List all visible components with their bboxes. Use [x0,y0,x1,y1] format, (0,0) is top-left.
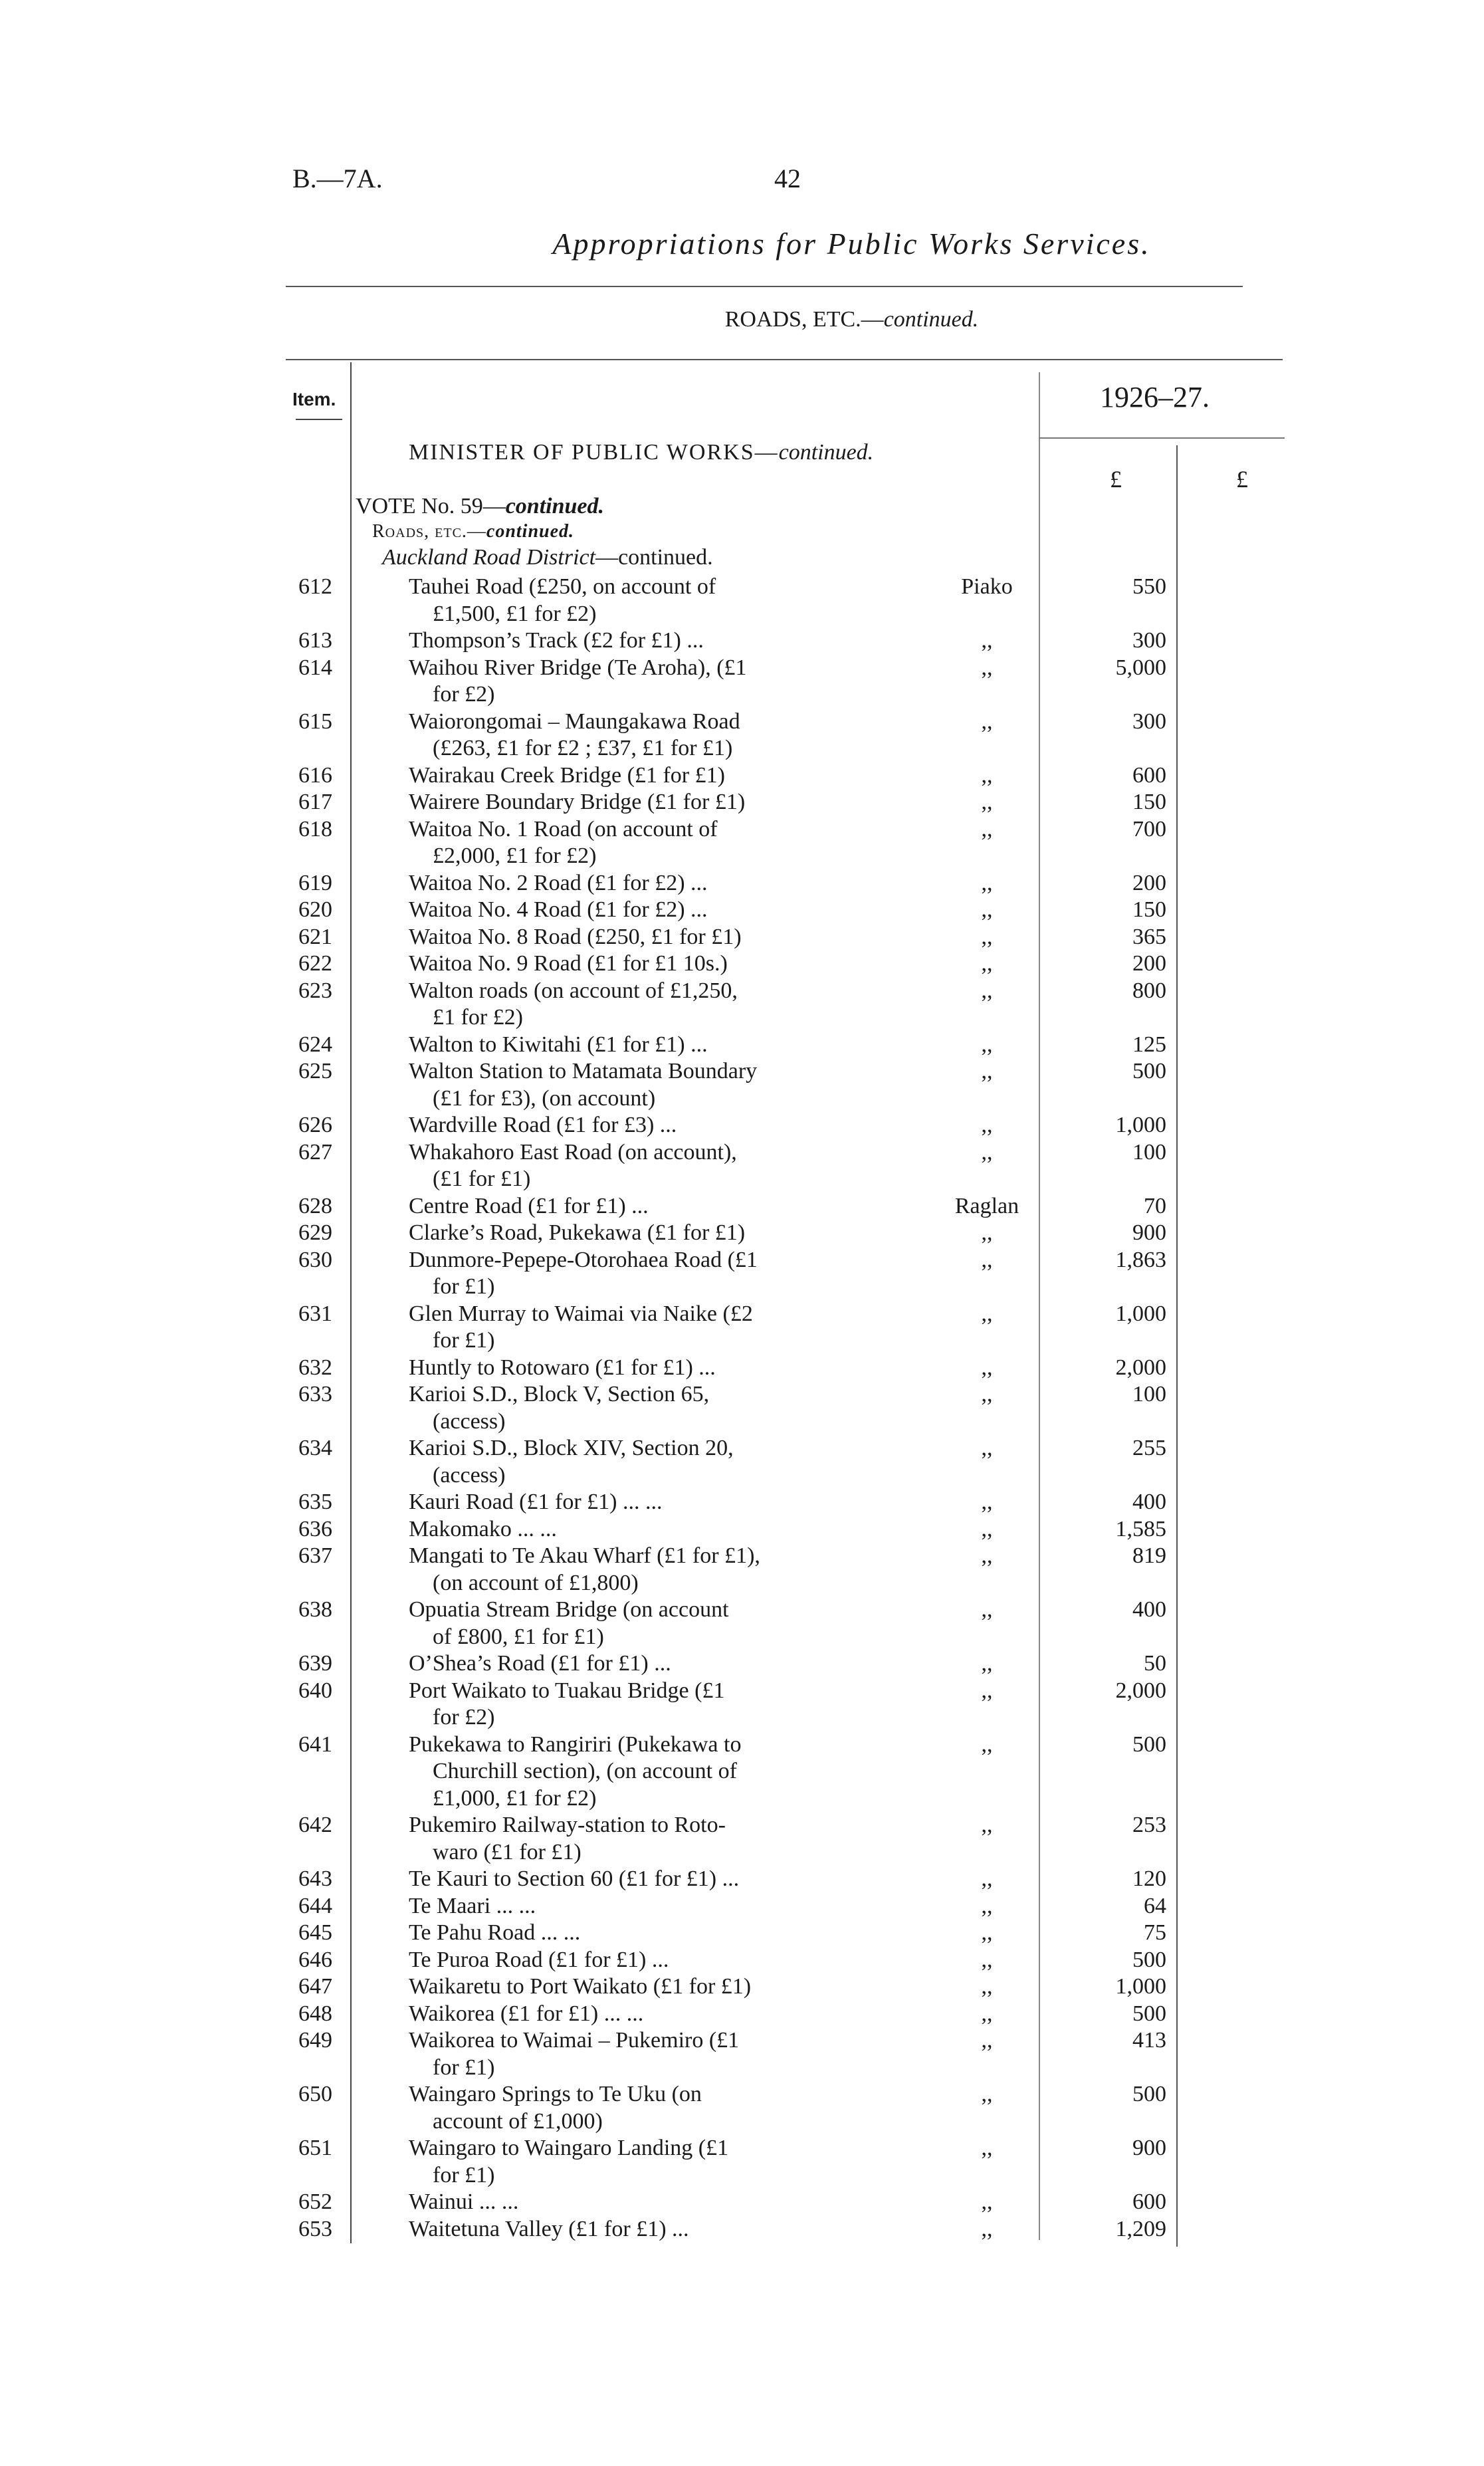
amount: 500 [1132,2082,1166,2106]
description-line: Karioi S.D., Block V, Section 65, [409,1382,710,1406]
description-line: Waitetuna Valley (£1 for £1) ... [409,2216,689,2241]
description-line: Wairakau Creek Bridge (£1 for £1) [409,762,725,788]
table-row [0,789,1484,816]
vote-continued: continued. [505,494,605,518]
electoral-district: ,, [981,1032,993,1057]
amount: 700 [1132,816,1166,841]
description-line: Walton Station to Matamata Boundary [409,1059,758,1083]
table-row [0,1597,1484,1650]
electoral-district: ,, [981,2136,993,2160]
description-line: for £2) [433,682,495,707]
item-description [409,1193,867,1220]
item-number: 621 [298,924,332,949]
description-line: account of £1,000) [433,2108,603,2134]
table-row [0,1678,1484,1732]
description-line: Waingaro to Waingaro Landing (£1 [409,2136,729,2160]
amount: 150 [1132,790,1166,814]
item-column-header: Item. [292,389,336,409]
amount: 300 [1132,628,1166,653]
item-description [409,1678,867,1732]
electoral-district: ,, [981,1543,993,1568]
item-description [409,1139,867,1193]
item-description [409,870,867,897]
description-line: £1,000, £1 for £2) [433,1785,597,1811]
description-line: £2,000, £1 for £2) [433,843,597,868]
table-row [0,655,1484,709]
description-line: Te Pahu Road ... ... [409,1920,581,1945]
electoral-district: ,, [981,897,993,922]
item-number: 620 [298,897,332,922]
item-number: 636 [298,1516,332,1541]
description-line: of £800, £1 for £1) [433,1624,604,1649]
table-row [0,1139,1484,1193]
description-line: Tauhei Road (£250, on account of [409,574,716,599]
electoral-district: ,, [981,1974,993,1999]
description-line: Te Kauri to Section 60 (£1 for £1) ... [409,1866,740,1891]
electoral-district: ,, [981,951,993,976]
table-row [0,2081,1484,2135]
amount: 365 [1132,924,1166,949]
electoral-district: ,, [981,1247,993,1272]
year-column-header: 1926–27. [1100,381,1210,413]
item-number: 630 [298,1247,332,1272]
table-row [0,1489,1484,1516]
amount: 400 [1132,1597,1166,1622]
item-description [409,951,867,978]
amount: 413 [1132,2028,1166,2053]
description-line: Wairere Boundary Bridge (£1 for £1) [409,790,746,814]
item-number: 622 [298,951,332,976]
description-line: Dunmore-Pepepe-Otorohaea Road (£1 [409,1247,758,1272]
description-line: Te Puroa Road (£1 for £1) ... [409,1947,669,1972]
item-number: 634 [298,1436,332,1460]
amount: 1,000 [1115,1301,1166,1326]
item-description [409,1247,867,1301]
item-description [409,1301,867,1355]
amount: 800 [1132,978,1166,1003]
amount: 1,585 [1115,1516,1166,1541]
description-line: for £1) [433,1328,495,1353]
item-description [409,2027,867,2081]
item-number: 627 [298,1139,332,1165]
item-description [409,2216,867,2243]
roads-continued: continued. [486,521,575,542]
item-description [409,627,867,655]
electoral-district: ,, [981,2189,993,2214]
table-row [0,816,1484,870]
item-description [409,924,867,951]
item-number: 643 [298,1866,332,1891]
table-row [0,1812,1484,1866]
description-line: (access) [433,1408,506,1434]
item-number: 649 [298,2028,332,2053]
item-number: 626 [298,1113,332,1137]
description-line: Wardville Road (£1 for £3) ... [409,1113,677,1137]
item-description [409,978,867,1032]
description-line: Pukemiro Railway-station to Roto- [409,1813,726,1837]
item-description [409,1893,867,1920]
item-description [409,1920,867,1947]
electoral-district: ,, [981,709,993,734]
description-line: Waiorongomai – Maungakawa Road [409,709,740,734]
description-line: for £1) [433,1274,495,1299]
item-description [409,2135,867,2189]
item-number: 638 [298,1597,332,1622]
description-line: for £2) [433,1705,495,1730]
table-row [0,1435,1484,1489]
item-header-underline [296,419,342,420]
electoral-district: Piako [961,574,1013,599]
electoral-district: ,, [981,1436,993,1460]
item-description [409,574,867,627]
item-number: 648 [298,2001,332,2026]
electoral-district: ,, [981,1139,993,1165]
table-row [0,1193,1484,1220]
electoral-district: ,, [981,1732,993,1757]
roads-subheading [372,521,574,542]
amount: 600 [1132,762,1166,788]
amount: 1,000 [1115,1974,1166,1999]
item-description [409,1435,867,1489]
item-description [409,789,867,816]
description-line: Pukekawa to Rangiriri (Pukekawa to [409,1732,742,1757]
amount: 253 [1132,1813,1166,1837]
table-row [0,2135,1484,2189]
description-line: for £1) [433,2055,495,2080]
item-number: 645 [298,1920,332,1945]
item-number: 642 [298,1813,332,1837]
item-number: 617 [298,790,332,814]
vote-label: VOTE No. 59— [356,494,506,518]
table-row [0,627,1484,655]
item-number: 625 [298,1059,332,1083]
item-number: 618 [298,816,332,841]
electoral-district: ,, [981,1597,993,1622]
item-description [409,1732,867,1813]
amount: 50 [1144,1651,1166,1676]
electoral-district: ,, [981,1490,993,1514]
table-row [0,709,1484,762]
item-description [409,1355,867,1382]
table-row [0,1650,1484,1678]
item-number: 614 [298,655,332,680]
description-line: Walton to Kiwitahi (£1 for £1) ... [409,1032,708,1057]
electoral-district: ,, [981,1220,993,1245]
table-row [0,897,1484,924]
amount: 900 [1132,2136,1166,2160]
description-line: Clarke’s Road, Pukekawa (£1 for £1) [409,1220,746,1245]
amount: 1,863 [1115,1247,1166,1272]
item-number: 616 [298,762,332,788]
item-description [409,1866,867,1893]
amount: 150 [1132,897,1166,922]
description-line: Whakahoro East Road (on account), [409,1139,737,1165]
electoral-district: ,, [981,1516,993,1541]
amount: 400 [1132,1490,1166,1514]
amount: 75 [1144,1920,1166,1945]
table-row [0,1973,1484,2001]
amount: 500 [1132,2001,1166,2026]
item-description [409,816,867,870]
amount: 1,000 [1115,1113,1166,1137]
item-description [409,655,867,709]
electoral-district: ,, [981,1947,993,1972]
description-line: Waihou River Bridge (Te Aroha), (£1 [409,655,747,680]
electoral-district: ,, [981,1301,993,1326]
electoral-district: ,, [981,1866,993,1891]
description-line: Waikorea to Waimai – Pukemiro (£1 [409,2028,740,2053]
item-description [409,1032,867,1059]
page-number: 42 [774,164,801,193]
section-heading-main: ROADS, ETC.— [724,307,884,332]
currency-symbol-1: £ [1110,466,1122,493]
item-number: 623 [298,978,332,1003]
item-number: 647 [298,1974,332,1999]
description-line: £1,500, £1 for £2) [433,601,597,626]
item-number: 644 [298,1893,332,1918]
item-number: 632 [298,1355,332,1380]
description-line: Karioi S.D., Block XIV, Section 20, [409,1436,734,1460]
description-line: Centre Road (£1 for £1) ... [409,1193,649,1218]
item-description [409,1489,867,1516]
item-number: 633 [298,1382,332,1406]
item-description [409,1381,867,1435]
description-line: Waitoa No. 9 Road (£1 for £1 10s.) [409,951,728,976]
description-line: Makomako ... ... [409,1516,557,1541]
description-line: Waitoa No. 8 Road (£250, £1 for £1) [409,924,742,949]
roads-label: Roads, etc.— [372,521,486,542]
vote-heading [356,494,604,519]
description-line: (£1 for £1) [433,1167,531,1191]
item-description [409,2001,867,2028]
table-row [0,2189,1484,2216]
electoral-district: ,, [981,790,993,814]
table-row [0,574,1484,627]
electoral-district: ,, [981,1678,993,1703]
amount: 125 [1132,1032,1166,1057]
item-number: 651 [298,2136,332,2160]
description-line: Waitoa No. 4 Road (£1 for £2) ... [409,897,708,922]
item-number: 646 [298,1947,332,1972]
item-number: 619 [298,870,332,895]
table-row [0,1220,1484,1247]
item-number: 615 [298,709,332,734]
item-description [409,1112,867,1139]
table-row [0,978,1484,1032]
section-heading [0,307,1484,332]
electoral-district: ,, [981,1651,993,1676]
district-label: Auckland Road District [382,545,596,570]
item-description [409,1220,867,1247]
table-row [0,1247,1484,1301]
amount: 500 [1132,1059,1166,1083]
item-number: 624 [298,1032,332,1057]
electoral-district: ,, [981,2001,993,2026]
currency-symbol-2: £ [1236,466,1248,493]
table-row [0,1893,1484,1920]
amount: 2,000 [1115,1355,1166,1380]
minister-heading [409,440,873,465]
electoral-district: ,, [981,816,993,841]
amount: 100 [1132,1382,1166,1406]
amount: 5,000 [1115,655,1166,680]
description-line: (access) [433,1462,506,1488]
document-reference: B.—7A. [292,164,383,193]
amount: 2,000 [1115,1678,1166,1703]
table-row [0,1543,1484,1597]
description-line: Mangati to Te Akau Wharf (£1 for £1), [409,1543,760,1568]
amount: 120 [1132,1866,1166,1891]
item-description [409,1058,867,1112]
item-description [409,1516,867,1543]
description-line: Huntly to Rotowaro (£1 for £1) ... [409,1355,716,1380]
district-continued: —continued. [595,545,713,570]
description-line: waro (£1 for £1) [433,1839,582,1864]
electoral-district: ,, [981,1355,993,1380]
table-row [0,2027,1484,2081]
description-line: O’Shea’s Road (£1 for £1) ... [409,1651,671,1676]
table-top-rule [286,359,1283,360]
item-description [409,1543,867,1597]
electoral-district: ,, [981,628,993,653]
amount: 819 [1132,1543,1166,1568]
description-line: (£263, £1 for £2 ; £37, £1 for £1) [433,736,733,760]
electoral-district: ,, [981,924,993,949]
amount: 550 [1132,574,1166,599]
minister-continued: continued. [778,440,874,465]
description-line: Waitoa No. 2 Road (£1 for £2) ... [409,870,708,895]
amount: 255 [1132,1436,1166,1460]
item-description [409,1973,867,2001]
description-line: Port Waikato to Tuakau Bridge (£1 [409,1678,725,1703]
year-header-rule [1039,437,1285,439]
table-row [0,924,1484,951]
minister-label: MINISTER OF PUBLIC WORKS— [409,440,779,465]
item-number: 613 [298,628,332,653]
electoral-district: Raglan [954,1193,1019,1218]
electoral-district: ,, [981,2028,993,2053]
description-line: Wainui ... ... [409,2189,519,2214]
table-row [0,1732,1484,1813]
table-row [0,1920,1484,1947]
electoral-district: ,, [981,762,993,788]
description-line: Waikaretu to Port Waikato (£1 for £1) [409,1974,752,1999]
table-row [0,870,1484,897]
description-line: for £1) [433,2162,495,2187]
amount: 100 [1132,1139,1166,1165]
electoral-district: ,, [981,655,993,680]
description-line: Waitoa No. 1 Road (on account of [409,816,718,841]
description-line: Glen Murray to Waimai via Naike (£2 [409,1301,753,1326]
electoral-district: ,, [981,1382,993,1406]
amount: 70 [1144,1193,1166,1218]
amount: 64 [1144,1893,1166,1918]
item-number: 635 [298,1490,332,1514]
amount: 200 [1132,951,1166,976]
electoral-district: ,, [981,1920,993,1945]
amount: 900 [1132,1220,1166,1245]
electoral-district: ,, [981,1813,993,1837]
amount: 500 [1132,1732,1166,1757]
table-row [0,1301,1484,1355]
table-row [0,1355,1484,1382]
item-number: 612 [298,574,332,599]
amount: 500 [1132,1947,1166,1972]
table-row [0,1516,1484,1543]
amount: 300 [1132,709,1166,734]
item-description [409,1947,867,1974]
item-description [409,762,867,790]
table-row [0,951,1484,978]
electoral-district: ,, [981,1059,993,1083]
table-row [0,2001,1484,2028]
electoral-district: ,, [981,2216,993,2241]
section-heading-continued: continued. [883,307,979,332]
description-line: Churchill section), (on account of [433,1759,737,1783]
electoral-district: ,, [981,978,993,1003]
table-row [0,1058,1484,1112]
page-title: Appropriations for Public Works Services. [552,227,1151,261]
description-line: Opuatia Stream Bridge (on account [409,1597,729,1622]
table-row [0,1866,1484,1893]
table-row [0,2216,1484,2243]
item-number: 628 [298,1193,332,1218]
description-line: Te Maari ... ... [409,1893,536,1918]
item-number: 641 [298,1732,332,1757]
item-number: 637 [298,1543,332,1568]
description-line: Waingaro Springs to Te Uku (on [409,2082,702,2106]
table-row [0,1032,1484,1059]
electoral-district: ,, [981,1113,993,1137]
item-number: 652 [298,2189,332,2214]
item-description [409,1812,867,1866]
table-row [0,1112,1484,1139]
item-description [409,2189,867,2216]
description-line: (on account of £1,800) [433,1570,639,1595]
electoral-district: ,, [981,870,993,895]
item-number: 639 [298,1651,332,1676]
item-number: 653 [298,2216,332,2241]
district-subheading [382,545,713,570]
description-line: Walton roads (on account of £1,250, [409,978,738,1003]
description-line: Waikorea (£1 for £1) ... ... [409,2001,644,2026]
appropriation-rows [0,574,1484,2243]
electoral-district: ,, [981,1893,993,1918]
table-row [0,1947,1484,1974]
item-description [409,709,867,762]
description-line: Thompson’s Track (£2 for £1) ... [409,628,704,653]
item-number: 629 [298,1220,332,1245]
item-number: 640 [298,1678,332,1703]
item-description [409,1650,867,1678]
item-description [409,1597,867,1650]
title-rule [286,286,1243,287]
amount: 600 [1132,2189,1166,2214]
description-line: Kauri Road (£1 for £1) ... ... [409,1490,663,1514]
item-description [409,897,867,924]
item-description [409,2081,867,2135]
amount: 1,209 [1115,2216,1166,2241]
amount: 200 [1132,870,1166,895]
description-line: (£1 for £3), (on account) [433,1085,656,1111]
item-number: 631 [298,1301,332,1326]
electoral-district: ,, [981,2082,993,2106]
description-line: £1 for £2) [433,1005,523,1030]
item-number: 650 [298,2082,332,2106]
table-row [0,762,1484,790]
table-row [0,1381,1484,1435]
